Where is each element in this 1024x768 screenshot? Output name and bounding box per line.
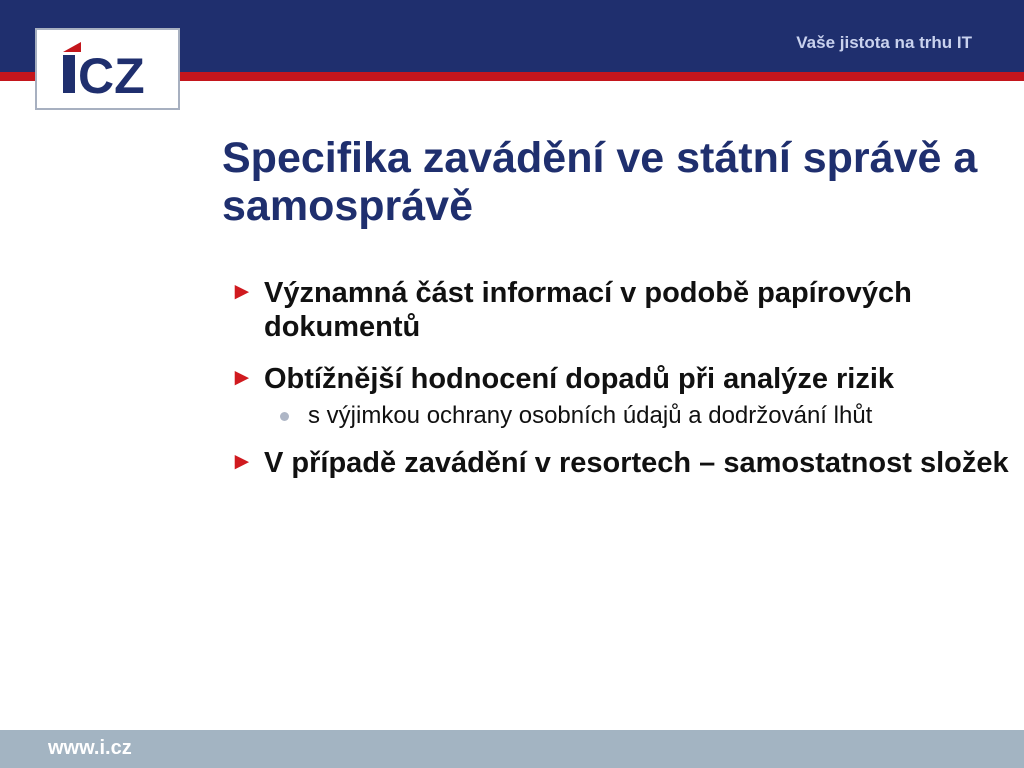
icz-logo-icon [37,30,178,108]
bullet-text: V případě zavádění v resortech – samostatnost složek [264,447,1009,479]
sub-bullet-text: s výjimkou ochrany osobních údajů a dodržování lhůt [308,402,873,429]
slide-title: Specifika zavádění ve státní správě a samosprávě [222,134,978,230]
tagline: Vaše jistota na trhu IT [796,33,972,52]
svg-text:CZ: CZ [78,48,145,104]
bullet-list [230,276,1010,480]
bullet-item [230,446,1010,480]
sub-bullet-item [230,402,1010,430]
bullet-item [230,362,1010,396]
dot-bullet-icon [280,412,289,421]
arrow-bullet-icon: ► [230,278,254,305]
bullet-text: Obtížnější hodnocení dopadů při analýze rizik [264,363,895,395]
arrow-bullet-icon: ► [230,448,254,475]
arrow-bullet-icon: ► [230,364,254,391]
footer-band [0,730,1024,768]
bullet-text: Významná část informací v podobě papírových dokumentů [264,277,912,343]
footer-url: www.i.cz [48,737,132,759]
company-logo [35,28,180,110]
bullet-item [230,276,1010,344]
